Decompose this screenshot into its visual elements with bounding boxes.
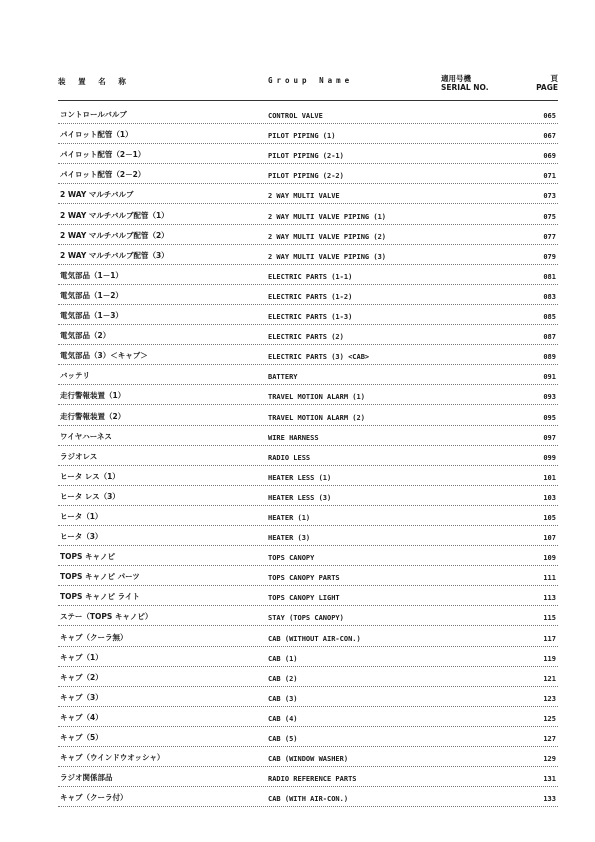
group-name-jp: キャブ（クーラ付）: [60, 793, 128, 803]
group-name-en: 2 WAY MULTI VALVE PIPING (1): [268, 212, 387, 221]
group-name-en: CAB (1): [268, 654, 298, 663]
group-name-en: TRAVEL MOTION ALARM (1): [268, 393, 365, 402]
group-name-jp: 電気部品（1－2）: [60, 290, 123, 300]
page-number: 107: [543, 534, 556, 543]
page-number: 109: [543, 554, 556, 563]
page-number: 103: [543, 493, 556, 502]
group-name-jp: ラジオ関係部品: [60, 773, 113, 783]
group-name-jp: パイロット配管（2－1）: [60, 150, 146, 160]
group-name-en: WIRE HARNESS: [268, 433, 319, 442]
page-number: 095: [543, 413, 556, 422]
group-name-jp: キャブ（ウインドウオッシャ）: [60, 753, 165, 763]
group-name-jp: キャブ（4）: [60, 712, 103, 722]
group-name-jp: キャブ（クーラ無）: [60, 632, 128, 642]
table-row: [58, 365, 558, 385]
page-number: 089: [543, 353, 556, 362]
group-name-jp: パイロット配管（2－2）: [60, 170, 146, 180]
group-name-jp: パイロット配管（1）: [60, 130, 133, 140]
group-name-en: STAY (TOPS CANOPY): [268, 614, 344, 623]
page-number: 071: [543, 172, 556, 181]
group-name-jp: 電気部品（1－3）: [60, 311, 123, 321]
page-number: 099: [543, 453, 556, 462]
group-name-en: TOPS CANOPY LIGHT: [268, 594, 340, 603]
group-name-en: CAB (WITHOUT AIR-CON.): [268, 634, 361, 643]
group-name-en: ELECTRIC PARTS (1-1): [268, 272, 353, 281]
table-row: [58, 104, 558, 124]
group-name-jp: 2 WAY マルチバルブ配管（1）: [60, 210, 169, 220]
table-row: [58, 486, 558, 506]
group-name-jp: 2 WAY マルチバルブ配管（2）: [60, 230, 169, 240]
page-number: 073: [543, 192, 556, 201]
table-row: [58, 727, 558, 747]
group-name-jp: コントロールバルブ: [60, 110, 127, 120]
table-row: [58, 687, 558, 707]
table-row: [58, 385, 558, 405]
group-name-en: CAB (WINDOW WASHER): [268, 755, 349, 764]
page-number: 117: [543, 634, 556, 643]
page-number: 097: [543, 433, 556, 442]
table-row: [58, 707, 558, 727]
page-number: 121: [543, 674, 556, 683]
table-row: [58, 747, 558, 767]
group-name-en: TRAVEL MOTION ALARM (2): [268, 413, 365, 422]
table-row: [58, 787, 558, 807]
page-number: 087: [543, 333, 556, 342]
group-name-en: ELECTRIC PARTS (1-3): [268, 313, 353, 322]
table-row: [58, 164, 558, 184]
table-row: [58, 546, 558, 566]
table-row: [58, 466, 558, 486]
group-name-en: ELECTRIC PARTS (1-2): [268, 292, 353, 301]
group-name-en: 2 WAY MULTI VALVE: [268, 192, 340, 201]
header-page-en: PAGE: [536, 83, 558, 92]
page-number: 079: [543, 252, 556, 261]
group-name-jp: ワイヤハーネス: [60, 431, 112, 441]
page-number: 105: [543, 513, 556, 522]
group-name-en: CAB (5): [268, 735, 298, 743]
group-name-en: PILOT PIPING (2-1): [268, 152, 344, 161]
header-divider: [58, 100, 558, 101]
group-name-jp: キャブ（5）: [60, 733, 103, 742]
group-name-en: HEATER LESS (1): [268, 473, 332, 482]
page-number: 083: [543, 292, 556, 301]
table-row: [58, 767, 558, 787]
group-name-en: TOPS CANOPY: [268, 554, 315, 563]
group-name-en: CAB (3): [268, 694, 298, 703]
table-row: [58, 586, 558, 606]
page-number: 127: [543, 735, 556, 743]
page-number: 101: [543, 473, 556, 482]
header-group-name-jp: 装 置 名 称: [58, 77, 131, 86]
group-name-jp: 2 WAY マルチバルブ: [60, 190, 134, 200]
table-row: [58, 446, 558, 466]
group-name-en: TOPS CANOPY PARTS: [268, 574, 340, 583]
table-row: [58, 184, 558, 204]
table-row: [58, 405, 558, 425]
group-name-jp: ヒータ（1）: [60, 511, 103, 521]
table-row: [58, 626, 558, 646]
index-table: [58, 104, 558, 807]
group-name-jp: 走行警報装置（2）: [60, 411, 126, 421]
group-name-jp: 電気部品（1－1）: [60, 270, 123, 280]
header-page-jp: 頁: [550, 74, 558, 83]
group-name-jp: キャブ（3）: [60, 692, 103, 702]
table-row: [58, 566, 558, 586]
group-name-jp: ヒータ（3）: [60, 532, 103, 542]
group-name-jp: TOPS キャノピ パーツ: [60, 572, 140, 582]
table-row: [58, 647, 558, 667]
page-number: 069: [543, 152, 556, 161]
table-header: [58, 74, 558, 102]
header-group-name-en: Group Name: [268, 76, 354, 85]
header-page: [536, 74, 558, 92]
page-number: 093: [543, 393, 556, 402]
group-name-en: HEATER LESS (3): [268, 493, 332, 502]
group-name-en: ELECTRIC PARTS (3) <CAB>: [268, 353, 370, 362]
group-name-jp: TOPS キャノピ ライト: [60, 592, 140, 602]
group-name-jp: 電気部品（3）＜キャブ＞: [60, 351, 148, 361]
page-number: 129: [543, 755, 556, 764]
header-serial-jp: 適用号機: [441, 74, 471, 83]
table-row: [58, 667, 558, 687]
group-name-en: RADIO REFERENCE PARTS: [268, 775, 357, 784]
page-number: 075: [543, 212, 556, 221]
group-name-en: CAB (2): [268, 674, 298, 683]
group-name-jp: TOPS キャノピ: [60, 552, 116, 562]
table-row: [58, 204, 558, 224]
group-name-en: BATTERY: [268, 373, 298, 382]
table-row: [58, 124, 558, 144]
group-name-en: 2 WAY MULTI VALVE PIPING (2): [268, 232, 387, 241]
group-name-en: CAB (WITH AIR-CON.): [268, 795, 349, 804]
group-name-en: RADIO LESS: [268, 453, 311, 462]
page-number: 085: [543, 313, 556, 322]
group-name-en: CAB (4): [268, 714, 298, 723]
table-row: [58, 325, 558, 345]
page-number: 067: [543, 132, 556, 141]
header-serial-en: SERIAL NO.: [441, 83, 489, 92]
group-name-jp: ラジオレス: [60, 451, 98, 461]
page-number: 077: [543, 232, 556, 241]
group-name-en: PILOT PIPING (2-2): [268, 172, 344, 181]
table-row: [58, 305, 558, 325]
group-name-en: ELECTRIC PARTS (2): [268, 333, 344, 342]
group-name-jp: ヒータ レス（1）: [60, 471, 120, 481]
group-name-en: PILOT PIPING (1): [268, 132, 336, 141]
group-name-jp: バッテリ: [60, 371, 90, 381]
page-number: 065: [543, 112, 556, 121]
page-number: 133: [543, 795, 556, 804]
page-number: 115: [543, 614, 556, 623]
table-row: [58, 265, 558, 285]
group-name-en: HEATER (3): [268, 534, 311, 543]
page-number: 081: [543, 272, 556, 281]
group-name-en: HEATER (1): [268, 513, 311, 522]
table-row: [58, 506, 558, 526]
table-row: [58, 526, 558, 546]
group-name-en: 2 WAY MULTI VALVE PIPING (3): [268, 252, 387, 261]
page-number: 123: [543, 694, 556, 703]
table-row: [58, 144, 558, 164]
page-number: 113: [543, 594, 556, 603]
table-row: [58, 606, 558, 626]
group-name-jp: 電気部品（2）: [60, 331, 111, 341]
group-name-jp: 走行警報装置（1）: [60, 391, 126, 401]
table-row: [58, 345, 558, 365]
group-name-jp: キャブ（2）: [60, 672, 103, 682]
page-number: 091: [543, 373, 556, 382]
group-name-jp: ステー（TOPS キャノピ）: [60, 612, 153, 622]
group-name-jp: ヒータ レス（3）: [60, 491, 120, 501]
table-row: [58, 285, 558, 305]
header-serial: [441, 74, 521, 92]
group-name-jp: キャブ（1）: [60, 652, 103, 662]
table-row: [58, 225, 558, 245]
page-number: 119: [543, 654, 556, 663]
group-name-en: CONTROL VALVE: [268, 112, 323, 121]
table-row: [58, 426, 558, 446]
table-row: [58, 245, 558, 265]
page-number: 131: [543, 775, 556, 784]
page-number: 125: [543, 714, 556, 723]
page-number: 111: [543, 574, 556, 583]
group-name-jp: 2 WAY マルチバルブ配管（3）: [60, 250, 169, 260]
